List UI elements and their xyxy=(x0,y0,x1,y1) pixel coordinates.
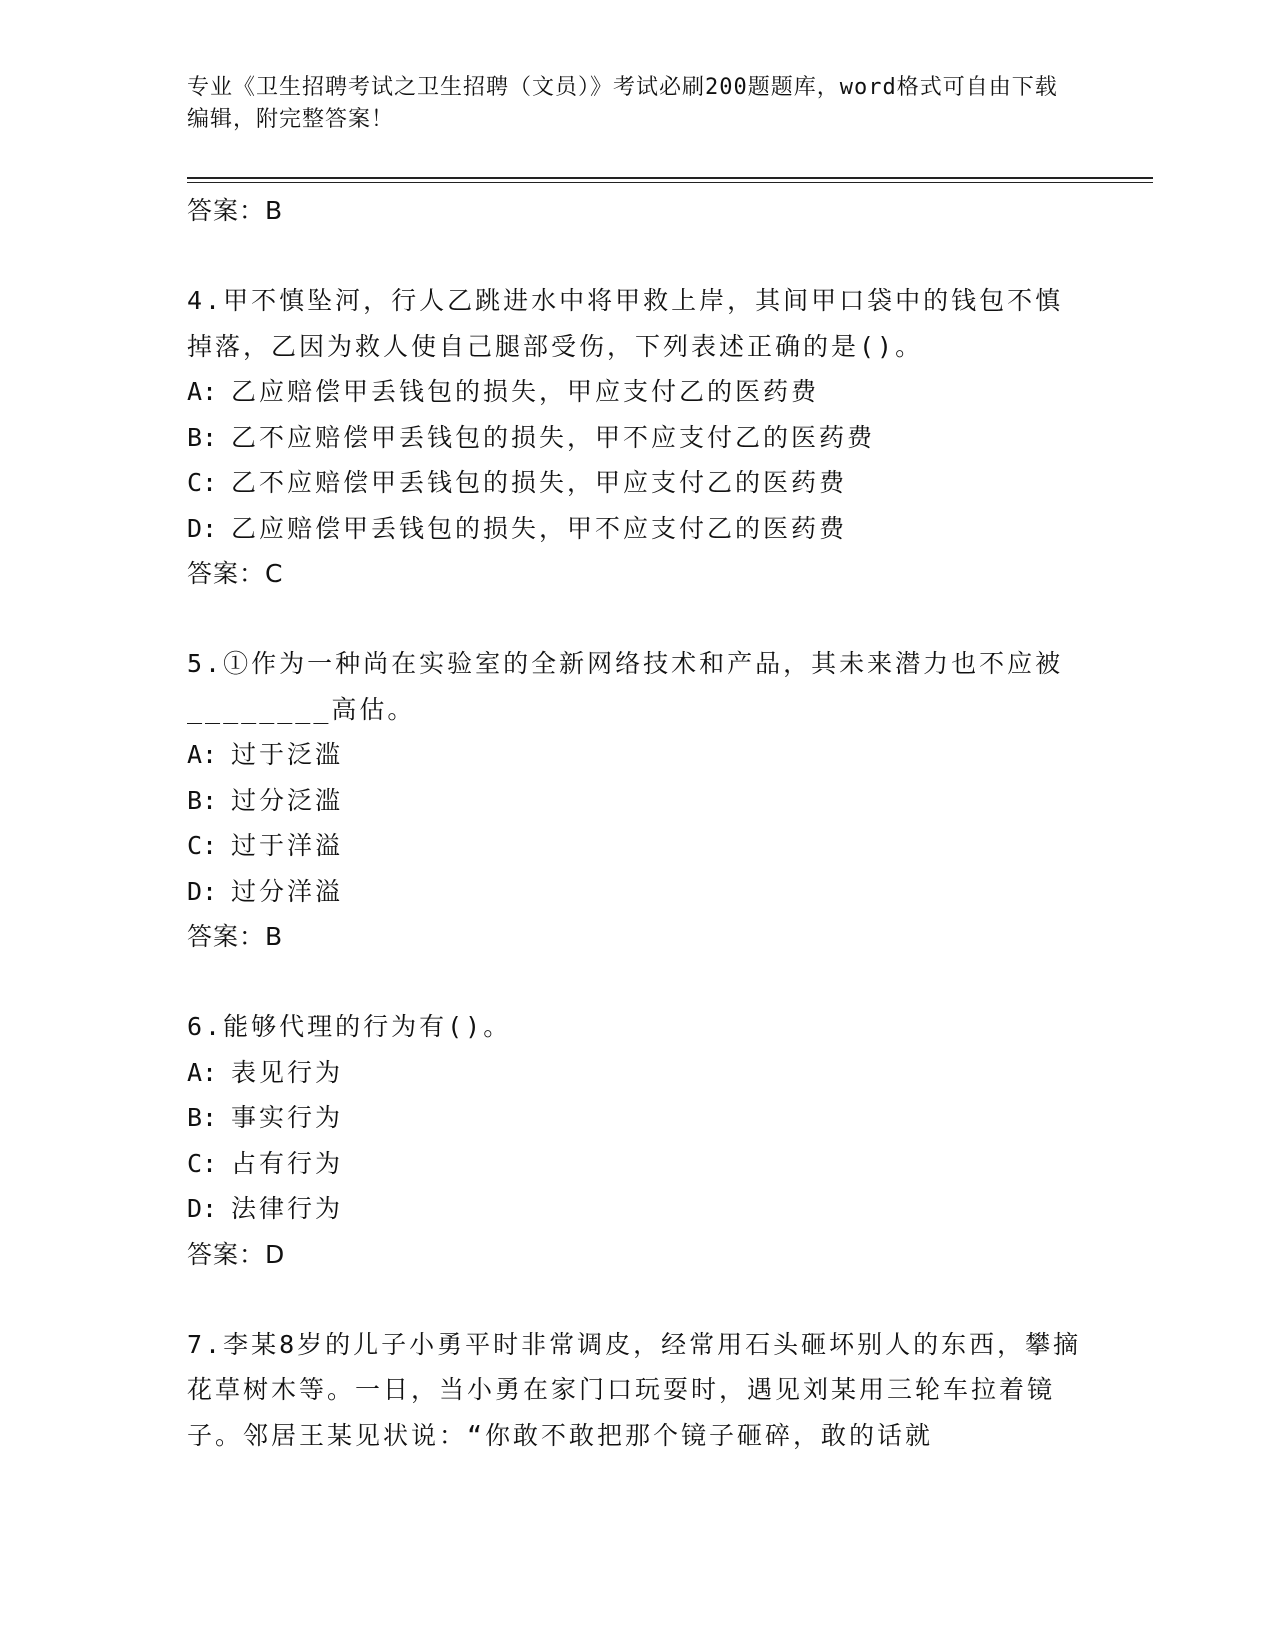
option-a xyxy=(187,732,1087,778)
option-key: C: xyxy=(187,831,218,860)
option-text: 乙应赔偿甲丢钱包的损失，甲应支付乙的医药费 xyxy=(231,377,820,406)
question-stem: 6.能够代理的行为有()。 xyxy=(187,1012,512,1041)
question-item xyxy=(187,278,1087,597)
answer-line: 答案：B xyxy=(187,922,284,951)
page-header: 专业《卫生招聘考试之卫生招聘（文员）》考试必刷200题题库，word格式可自由下载编辑，附完整答案！ xyxy=(187,75,1058,132)
option-c xyxy=(187,823,1087,869)
option-key: B: xyxy=(187,785,218,815)
option-text: 过分洋溢 xyxy=(231,876,344,906)
header-rule-thick xyxy=(187,177,1153,179)
option-key: C: xyxy=(187,468,218,497)
answer-line: 答案：D xyxy=(187,1239,286,1269)
option-text: 占有行为 xyxy=(231,1148,344,1178)
question-item xyxy=(187,1004,1087,1278)
option-key: D: xyxy=(187,513,218,543)
option-d xyxy=(187,869,1087,915)
option-key: B: xyxy=(187,1103,218,1132)
header-rule-thin xyxy=(187,182,1153,183)
option-text: 乙不应赔偿甲丢钱包的损失，甲应支付乙的医药费 xyxy=(231,468,848,497)
option-d xyxy=(187,506,1087,552)
option-key: C: xyxy=(187,1148,218,1178)
option-key: D: xyxy=(187,876,218,906)
option-key: A: xyxy=(187,377,218,406)
option-text: 过于泛滥 xyxy=(231,740,344,769)
option-b xyxy=(187,1095,1087,1141)
option-a xyxy=(187,1050,1087,1096)
option-text: 事实行为 xyxy=(231,1103,344,1132)
option-c xyxy=(187,460,1087,506)
option-key: A: xyxy=(187,1057,218,1087)
option-key: B: xyxy=(187,422,218,452)
option-text: 过于洋溢 xyxy=(231,831,344,860)
option-b xyxy=(187,778,1087,824)
option-text: 乙应赔偿甲丢钱包的损失，甲不应支付乙的医药费 xyxy=(231,513,848,543)
option-c xyxy=(187,1141,1087,1187)
question-stem: 5.①作为一种尚在实验室的全新网络技术和产品，其未来潜力也不应被________高估。 xyxy=(187,649,1064,724)
option-b xyxy=(187,415,1087,461)
option-key: D: xyxy=(187,1194,218,1223)
option-text: 过分泛滥 xyxy=(231,785,344,815)
answer-line: 答案：C xyxy=(187,559,284,588)
option-key: A: xyxy=(187,740,218,769)
option-a xyxy=(187,369,1087,415)
option-d xyxy=(187,1186,1087,1232)
option-text: 法律行为 xyxy=(231,1194,344,1223)
question-item xyxy=(187,641,1087,960)
question-item xyxy=(187,1322,1087,1459)
question-stem: 7.李某8岁的儿子小勇平时非常调皮，经常用石头砸坏别人的东西，攀摘花草树木等。一日，当小勇在家门口玩耍时，遇见刘某用三轮车拉着镜子。邻居王某见状说：“你敢不敢把那个镜子砸碎，敢的话就 xyxy=(187,1329,1082,1450)
option-text: 乙不应赔偿甲丢钱包的损失，甲不应支付乙的医药费 xyxy=(231,422,876,452)
answer-line: 答案：B xyxy=(187,196,284,225)
question-stem: 4.甲不慎坠河，行人乙跳进水中将甲救上岸，其间甲口袋中的钱包不慎掉落，乙因为救人使自己腿部受伤，下列表述正确的是()。 xyxy=(187,286,1064,361)
option-text: 表见行为 xyxy=(231,1057,344,1087)
question-list xyxy=(187,188,1087,1458)
